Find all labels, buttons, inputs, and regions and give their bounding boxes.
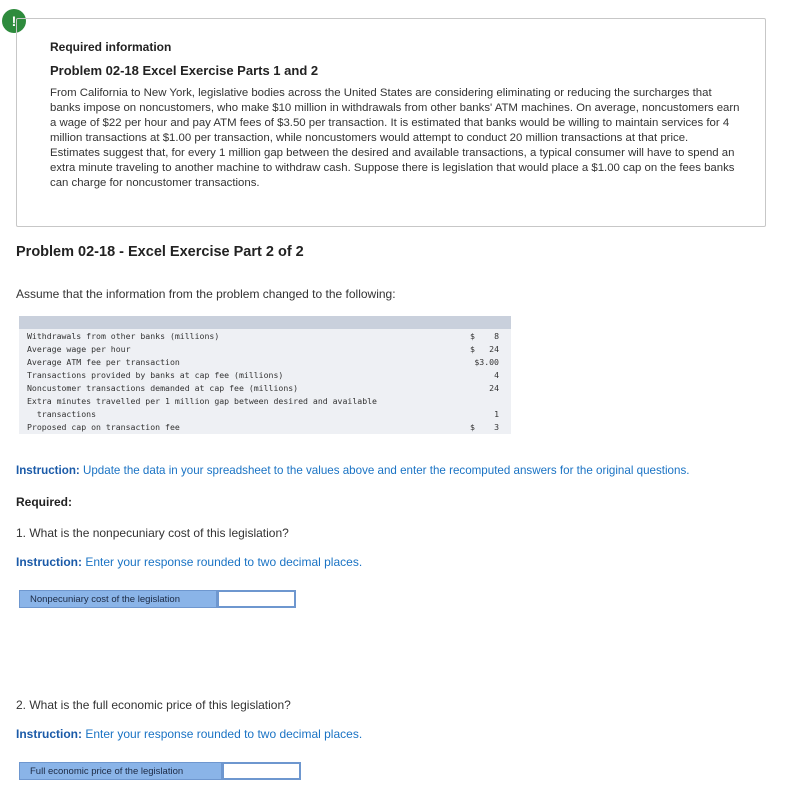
table-row-label: Average wage per hour xyxy=(27,344,131,354)
table-row-value: 3 xyxy=(494,422,499,432)
info-heading: Required information xyxy=(50,40,172,54)
required-label: Required: xyxy=(16,495,73,509)
full-economic-price-label: Full economic price of the legislation xyxy=(19,762,222,780)
question-1-instruction xyxy=(16,555,362,569)
info-title: Problem 02-18 Excel Exercise Parts 1 and 2 xyxy=(50,63,319,78)
table-header-bar xyxy=(19,316,511,329)
table-row-value: 8 xyxy=(494,331,499,341)
question-2-instruction xyxy=(16,727,362,741)
nonpecuniary-cost-label: Nonpecuniary cost of the legislation xyxy=(19,590,217,608)
instruction-text: Update the data in your spreadsheet to the values above and enter the recomputed answers for the original questions. xyxy=(79,464,690,477)
table-row-label: Extra minutes travelled per 1 million gap between desired and available xyxy=(27,396,377,406)
table-row-value: 4 xyxy=(494,370,499,380)
table-row-currency: $ xyxy=(470,422,475,432)
table-row-label: Average ATM fee per transaction xyxy=(27,357,180,367)
answer-row-2 xyxy=(19,762,301,780)
nonpecuniary-cost-input[interactable] xyxy=(217,590,296,608)
table-row-value: 24 xyxy=(489,383,499,393)
main-instruction xyxy=(16,464,689,477)
table-row-label: Noncustomer transactions demanded at cap fee (millions) xyxy=(27,383,299,393)
table-row-label: transactions xyxy=(27,409,97,419)
instruction-text: Enter your response rounded to two decimal places. xyxy=(82,555,363,569)
table-row-label: Proposed cap on transaction fee xyxy=(27,422,180,432)
intro-text: Assume that the information from the problem changed to the following: xyxy=(16,287,396,301)
full-economic-price-input[interactable] xyxy=(222,762,301,780)
table-row-label: Withdrawals from other banks (millions) xyxy=(27,331,220,341)
question-2: 2. What is the full economic price of this legislation? xyxy=(16,698,291,712)
answer-row-1 xyxy=(19,590,296,608)
part-title: Problem 02-18 - Excel Exercise Part 2 of 2 xyxy=(16,244,304,260)
instruction-prefix: Instruction: xyxy=(16,727,82,741)
table-row-value: 1 xyxy=(494,409,499,419)
table-row-label: Transactions provided by banks at cap fee (millions) xyxy=(27,370,284,380)
instruction-prefix: Instruction: xyxy=(16,555,82,569)
instruction-text: Enter your response rounded to two decimal places. xyxy=(82,727,363,741)
table-row-currency: $ xyxy=(470,344,475,354)
table-row-value: 24 xyxy=(489,344,499,354)
instruction-prefix: Instruction: xyxy=(16,464,80,477)
alert-icon: ! xyxy=(2,9,26,33)
info-body: From California to New York, legislative bodies across the United States are considering eliminating or reducing the surcharges that banks impose on noncustomers, who make $10 million in withdrawals from other banks' ATM machines. On average, noncustomers earn a wage of $22 per hour and pay ATM fees of $3.50 per transaction. It is estimated that banks would be willing to maintain services for 4 million transactions at $1.00 per transaction, while noncustomers would attempt to conduct 20 million transactions at that price. Estimates suggest that, for every 1 million gap between the desired and available transactions, a typical consumer will have to spend an extra minute traveling to another machine to withdraw cash. Suppose there is legislation that would place a $1.00 cap on the fees banks can charge for noncustomer transactions. xyxy=(50,87,740,189)
data-table xyxy=(19,316,511,434)
table-row-value: $3.00 xyxy=(474,357,499,367)
table-row-currency: $ xyxy=(470,331,475,341)
question-1: 1. What is the nonpecuniary cost of this legislation? xyxy=(16,526,289,540)
